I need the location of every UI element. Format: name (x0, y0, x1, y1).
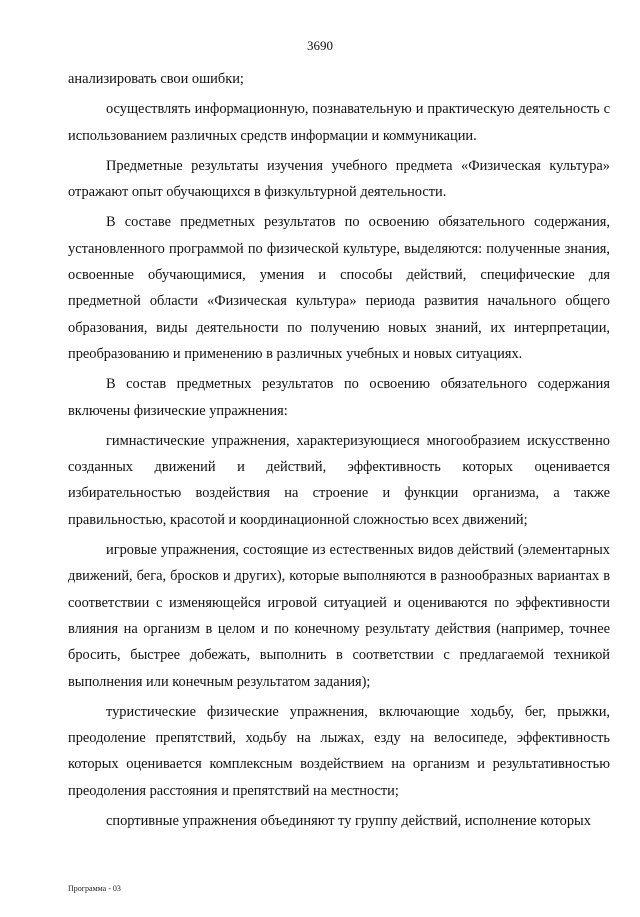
paragraph-7: игровые упражнения, состоящие из естественных видов действий (элементарных движений, бега, бросков и других), которые выполняются в разнообразных вариантах в соответствии с изменяющейся игровой ситуацией и оцениваются по эффективности влияния на организм в целом и по конечному результату действия (например, точнее бросить, быстрее добежать, выполнить в соответствии с предлагаемой техникой выполнения или конечным результатом задания); (68, 542, 610, 690)
page-footer: Программа - 03 (68, 884, 121, 893)
page-number: 3690 (307, 38, 333, 53)
body-text (68, 66, 610, 834)
paragraph-4: В составе предметных результатов по освоению обязательного содержания, установленного программой по физической культуре, выделяются: полученные знания, освоенные обучающимися, умения и способы действий, специфические для предметной области «Физическая культура» периода развития начального общего образования, виды деятельности по получению новых знаний, их интерпретации, преобразованию и применению в различных учебных и новых ситуациях. (68, 214, 610, 362)
paragraph-1: анализировать свои ошибки; (68, 71, 244, 87)
paragraph-3: Предметные результаты изучения учебного предмета «Физическая культура» отражают опыт обучающихся в физкультурной деятельности. (68, 157, 610, 201)
paragraph-8: туристические физические упражнения, включающие ходьбу, бег, прыжки, преодоление препятствий, ходьбу на лыжах, езду на велосипеде, эффективность которых оценивается комплексным воздействием на организм и результативностью преодоления расстояния и препятствий на местности; (68, 703, 610, 799)
paragraph-2: осуществлять информационную, познавательную и практическую деятельность с использованием различных средств информации и коммуникации. (68, 101, 610, 144)
paragraph-9: спортивные упражнения объединяют ту группу действий, исполнение которых (106, 813, 591, 830)
paragraph-6: гимнастические упражнения, характеризующиеся многообразием искусственно созданных движений и действий, эффективность которых оценивается избирательностью воздействия на строение и функции организма, а также правильностью, красотой и координационной сложностью всех движений; (68, 432, 610, 528)
paragraph-5: В состав предметных результатов по освоению обязательного содержания включены физические упражнения: (68, 376, 610, 419)
